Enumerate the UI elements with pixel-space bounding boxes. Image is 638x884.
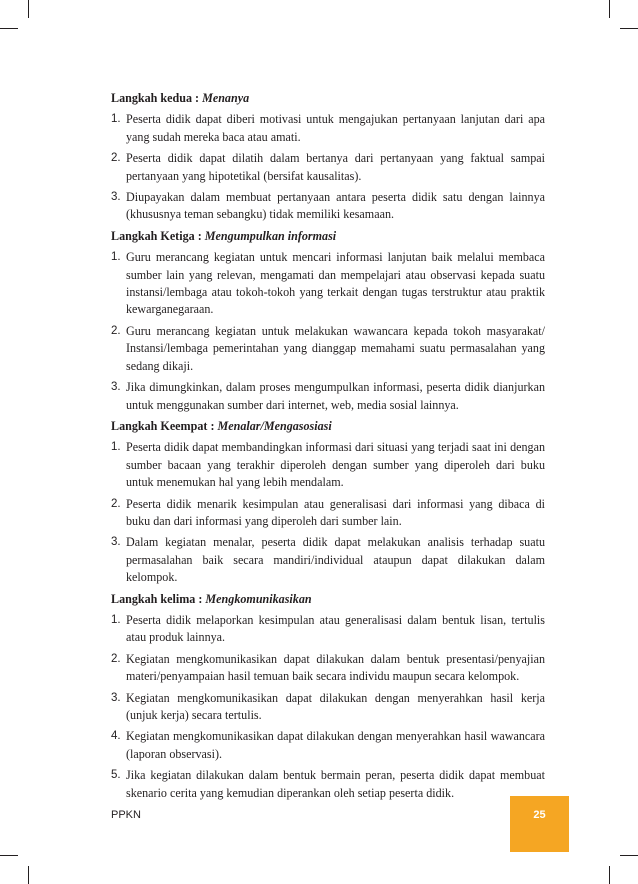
section-title: Mengumpulkan informasi [204, 228, 337, 243]
page-content [111, 90, 545, 806]
step-list [111, 439, 545, 586]
list-item [111, 690, 545, 725]
section-heading [111, 90, 545, 107]
crop-mark [28, 0, 29, 18]
item-number: 1. [111, 613, 121, 626]
item-number: 4. [111, 730, 121, 743]
section-label: Langkah kelima : [111, 591, 206, 606]
list-item [111, 439, 545, 491]
item-text: Dalam kegiatan menalar, peserta didik dapat melakukan analisis terhadap suatu permasalahan baik secara mandiri/individual ataupun dapat dilakukan dalam kelompok. [126, 535, 545, 585]
list-item [111, 612, 545, 647]
page-number: 25 [533, 809, 546, 821]
crop-mark [620, 855, 638, 856]
step-list [111, 249, 545, 414]
item-number: 3. [111, 381, 121, 394]
item-number: 3. [111, 536, 121, 549]
list-item [111, 323, 545, 375]
item-text: Peserta didik melaporkan kesimpulan atau generalisasi dalam bentuk lisan, tertulis atau produk lainnya. [126, 612, 545, 645]
item-text: Jika kegiatan dilakukan dalam bentuk bermain peran, peserta didik dapat membuat skenario cerita yang kemudian diperankan oleh setiap peserta didik. [126, 768, 545, 800]
section-title: Mengkomunikasikan [205, 591, 312, 606]
item-number: 5. [111, 769, 121, 782]
footer-subject: PPKN [111, 809, 141, 821]
item-number: 2. [111, 324, 121, 337]
list-item [111, 496, 545, 531]
item-number: 3. [111, 691, 121, 704]
step-list [111, 612, 545, 802]
item-text: Peserta didik menarik kesimpulan atau generalisasi dari informasi yang dibaca di buku dan dari informasi yang diperoleh dari sumber lain. [126, 496, 545, 528]
item-text: Jika dimungkinkan, dalam proses mengumpulkan informasi, peserta didik dianjurkan untuk menggunakan sumber dari internet, web, media sosial lainnya. [126, 380, 545, 412]
item-text: Peserta didik dapat dilatih dalam bertanya dari pertanyaan yang faktual sampai pertanyaan yang hipotetikal (bersifat kausalitas). [126, 151, 545, 183]
crop-mark [28, 866, 29, 884]
crop-mark [609, 866, 610, 884]
item-text: Guru merancang kegiatan untuk mencari informasi lanjutan baik melalui membaca sumber lain yang relevan, mengamati dan mempelajari atau observasi kepada suatu instansi/lembaga atau tokoh-tokoh yang terkait dengan tugas terstruktur atau praktik kewarganegaraan. [126, 250, 545, 317]
section-heading [111, 418, 545, 435]
list-item [111, 651, 545, 686]
item-number: 1. [111, 441, 121, 454]
crop-mark [609, 0, 610, 18]
step-list [111, 111, 545, 223]
section-heading [111, 591, 545, 608]
crop-mark [0, 28, 18, 29]
list-item [111, 111, 545, 146]
item-text: Kegiatan mengkomunikasikan dapat dilakukan dalam bentuk presentasi/penyajian materi/penyampaian hasil temuan baik secara individu maupun secara kelompok. [126, 651, 545, 684]
item-text: Peserta didik dapat diberi motivasi untuk mengajukan pertanyaan lanjutan dari apa yang sudah mereka baca atau amati. [126, 112, 545, 144]
list-item [111, 379, 545, 414]
section-title: Menanya [202, 91, 250, 105]
list-item [111, 189, 545, 224]
item-number: 1. [111, 113, 121, 126]
item-text: Kegiatan mengkomunikasikan dapat dilakukan dengan menyerahkan hasil wawancara (laporan observasi). [126, 729, 545, 761]
section-heading [111, 228, 545, 245]
list-item [111, 728, 545, 763]
item-number: 1. [111, 251, 121, 264]
crop-mark [620, 28, 638, 29]
item-text: Peserta didik dapat membandingkan informasi dari situasi yang terjadi saat ini dengan sumber bacaan yang terakhir diperoleh dengan sumber yang diperoleh dari buku untuk menemukan hal yang lebih mendalam. [126, 440, 545, 490]
list-item [111, 249, 545, 319]
list-item [111, 150, 545, 185]
section-label: Langkah Keempat : [111, 418, 218, 433]
item-number: 2. [111, 652, 121, 665]
section-title: Menalar/Mengasosiasi [217, 418, 332, 433]
item-text: Guru merancang kegiatan untuk melakukan wawancara kepada tokoh masyarakat/ Instansi/lembaga pemerintahan yang dianggap memahami suatu permasalahan yang sedang dikaji. [126, 323, 545, 373]
item-number: 2. [111, 152, 121, 165]
page-number-tab [510, 796, 569, 852]
crop-mark [0, 855, 18, 856]
item-number: 2. [111, 497, 121, 510]
list-item [111, 534, 545, 586]
section-label: Langkah Ketiga : [111, 228, 205, 243]
section-label: Langkah kedua : [111, 91, 203, 105]
item-text: Diupayakan dalam membuat pertanyaan antara peserta didik satu dengan lainnya (khususnya teman sebangku) tidak memiliki kesamaan. [126, 190, 545, 222]
item-number: 3. [111, 191, 121, 204]
item-text: Kegiatan mengkomunikasikan dapat dilakukan dengan menyerahkan hasil kerja (unjuk kerja) secara tertulis. [126, 690, 545, 722]
list-item [111, 767, 545, 802]
